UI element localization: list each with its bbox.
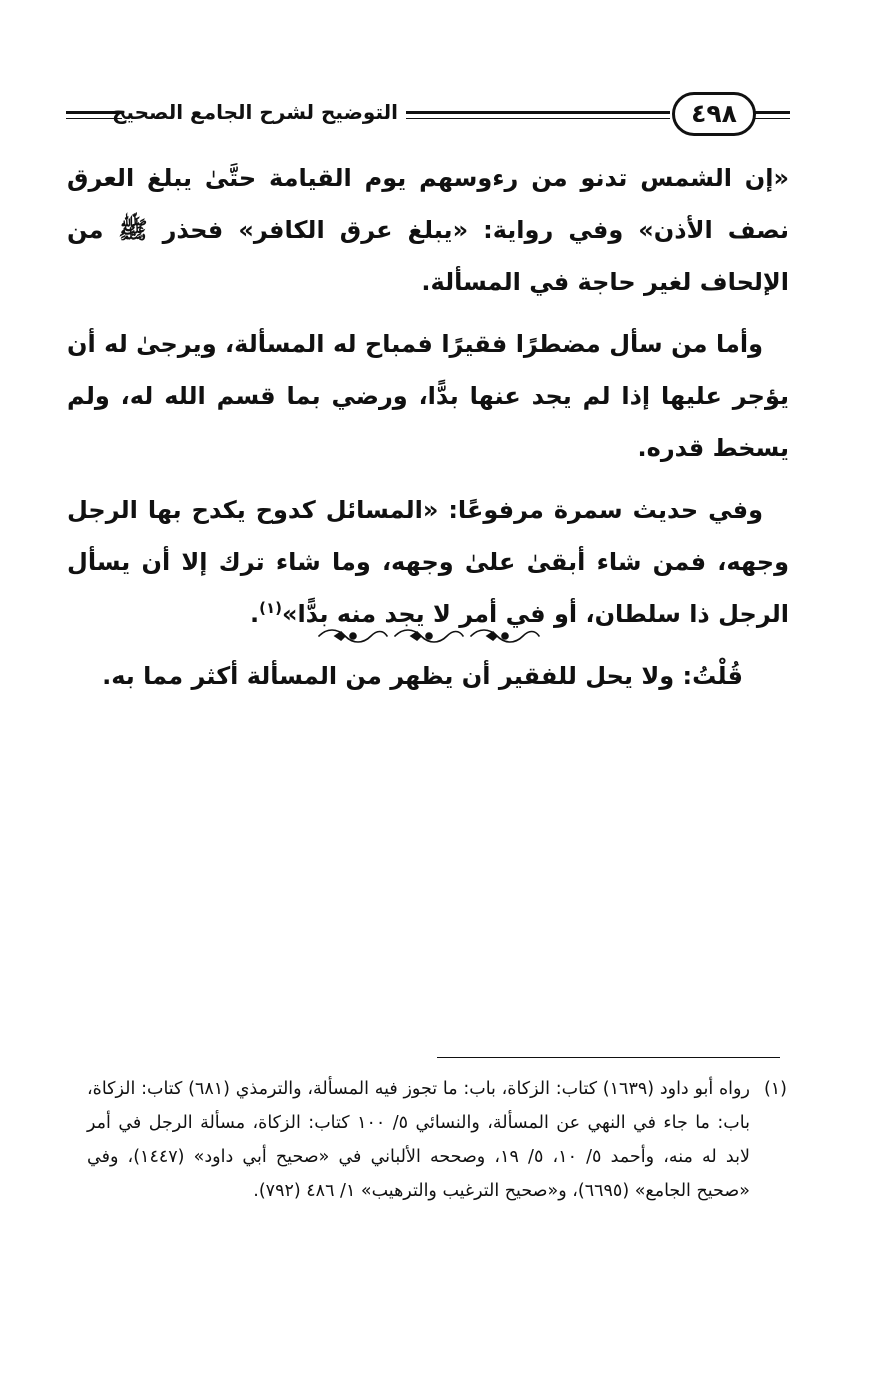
footnote xyxy=(87,1072,787,1208)
paragraph: قُلْتُ: ولا يحل للفقير أن يظهر من المسألة أكثر مما به. xyxy=(102,662,743,690)
header-rule xyxy=(750,111,790,114)
header-rule xyxy=(750,118,790,119)
paragraph: «إن الشمس تدنو من رءوسهم يوم القيامة حتَّىٰ يبلغ العرق نصف الأذن» وفي رواية: «يبلغ عرق الكافر» فحذر ﷺ من الإلحاف لغير حاجة في المسألة. xyxy=(67,164,789,296)
ornament-segment xyxy=(395,630,463,642)
header-rule xyxy=(406,111,670,114)
footnote-reference[interactable]: (١) xyxy=(259,599,282,617)
footnote-separator xyxy=(437,1057,780,1058)
page-number: ٤٩٨ xyxy=(672,92,756,136)
ornament-segment xyxy=(471,630,539,642)
footnote-text: رواه أبو داود (١٦٣٩) كتاب: الزكاة، باب: ما تجوز فيه المسألة، والترمذي (٦٨١) كتاب: الزكاة، باب: ما جاء في النهي عن المسألة، والنسائي ٥/ ١٠٠ كتاب: الزكاة، مسألة الرجل في أمر لابد له منه، وأحمد ٥/ ١٠، ٥/ ١٩، وصححه الألباني في «صحيح أبي داود» (١٤٤٧)، وفي «صحيح الجامع» (٦٦٩٥)، و«صحيح الترغيب والترهيب» ١/ ٤٨٦ (٧٩٢). xyxy=(87,1079,750,1201)
page-header xyxy=(66,92,790,138)
paragraph-end: . xyxy=(249,600,260,628)
paragraph: وأما من سأل مضطرًا فقيرًا فمباح له المسألة، ويرجىٰ له أن يؤجر عليها إذا لم يجد عنها بدًّا، ورضي بما قسم الله له، ولم يسخط قدره. xyxy=(67,330,789,462)
floral-divider-icon xyxy=(315,624,540,648)
header-rule xyxy=(406,118,670,119)
running-title: التوضيح لشرح الجامع الصحيح xyxy=(112,100,398,124)
paragraph xyxy=(67,484,789,640)
footnote-number: (١) xyxy=(763,1079,787,1099)
ornament-segment xyxy=(319,630,387,642)
paragraph-text: وفي حديث سمرة مرفوعًا: «المسائل كدوح يكدح بها الرجل وجهه، فمن شاء أبقىٰ علىٰ وجهه، وما شاء ترك إلا أن يسأل الرجل ذا سلطان، أو في أمر لا يجد منه بدًّا» xyxy=(67,496,789,628)
